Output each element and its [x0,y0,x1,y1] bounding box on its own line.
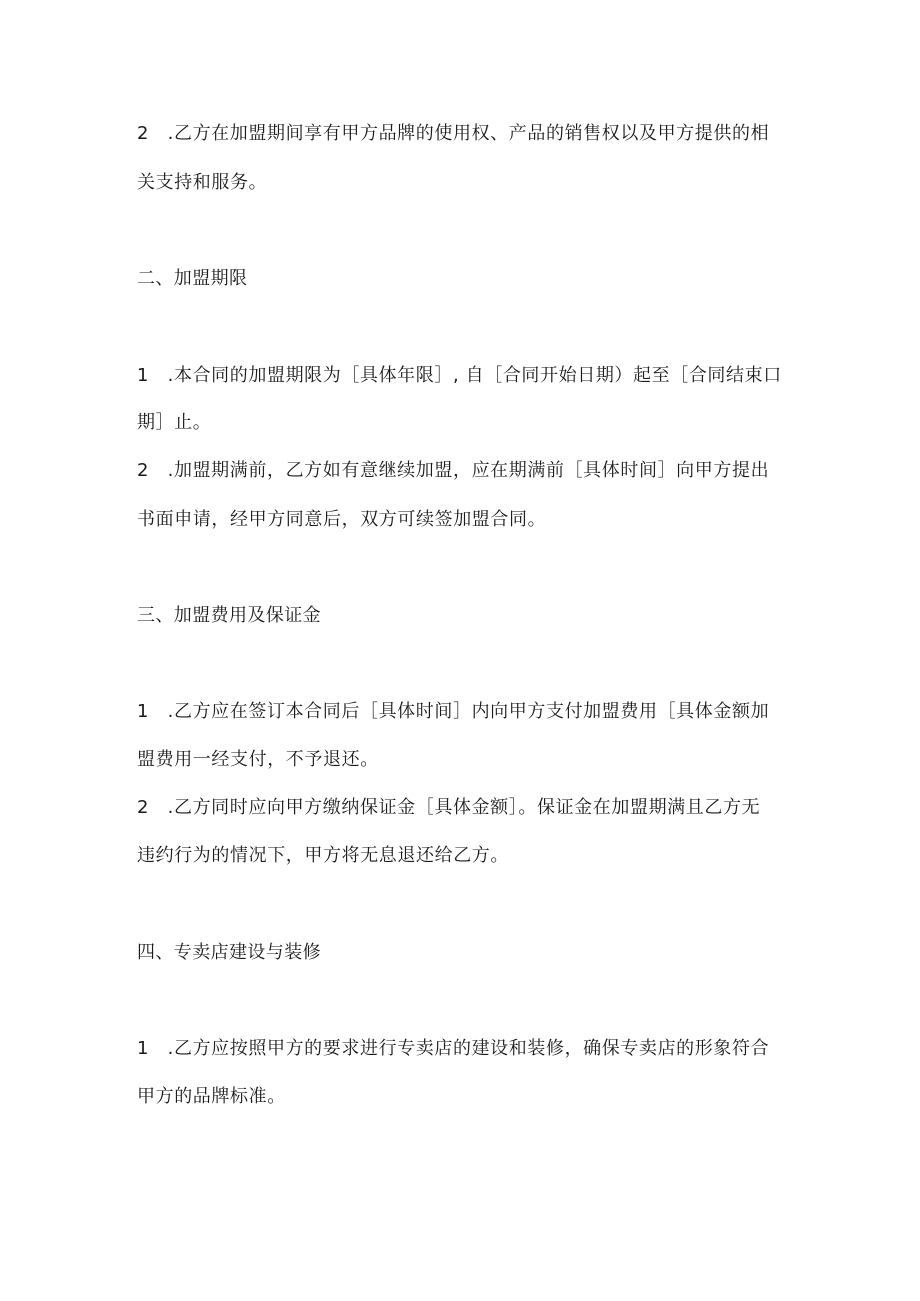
section1-item2-line1: 2 .乙方在加盟期间享有甲方品牌的使用权、产品的销售权以及甲方提供的相 [137,123,770,144]
section3-item1-line1: 1 .乙方应在签订本合同后［具体时间］内向甲方支付加盟费用［具体金额加 [137,701,770,722]
section2-item1-line2: 期］止。 [137,412,212,433]
section3-item1-line2: 盟费用一经支付，不予退还。 [137,749,379,770]
section4-item1-line2: 甲方的品牌标准。 [137,1086,286,1107]
section4-item1-line1: 1 .乙方应按照甲方的要求进行专卖店的建设和装修，确保专卖店的形象符合 [137,1038,770,1059]
section2-item1-line1: 1 .本合同的加盟期限为［具体年限］, 自［合同开始日期）起至［合同结束口 [137,365,782,386]
section4-heading: 四、专卖店建设与装修 [137,942,321,963]
section2-heading: 二、加盟期限 [137,268,248,289]
section2-item2-line1: 2 .加盟期满前，乙方如有意继续加盟，应在期满前［具体时间］向甲方提出 [137,460,770,481]
section3-item2-line1: 2 .乙方同时应向甲方缴纳保证金［具体金额］。保证金在加盟期满且乙方无 [137,797,761,818]
section3-item2-line2: 违约行为的情况下，甲方将无息退还给乙方。 [137,845,509,866]
section1-item2-line2: 关支持和服务。 [137,172,268,193]
section2-item2-line2: 书面申请，经甲方同意后，双方可续签加盟合同。 [137,509,547,530]
section3-heading: 三、加盟费用及保证金 [137,605,321,626]
